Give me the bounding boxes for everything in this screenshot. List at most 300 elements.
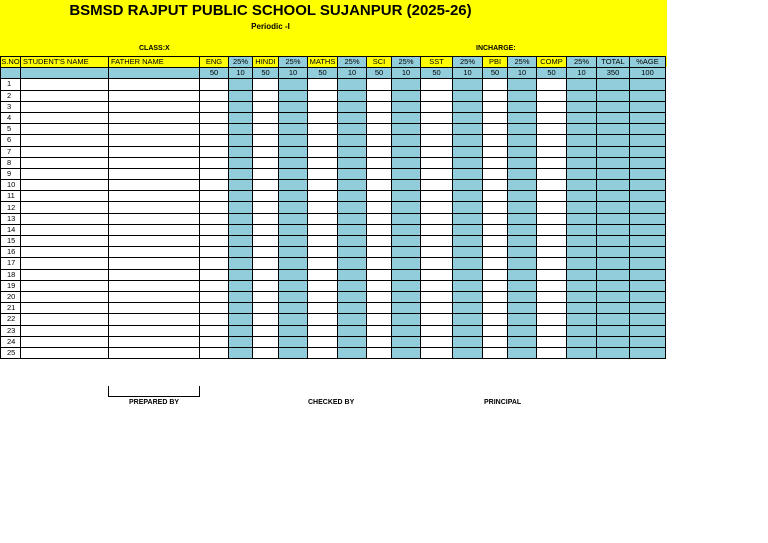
- hindi-cell[interactable]: [253, 168, 279, 179]
- comp-25-cell[interactable]: [567, 247, 597, 258]
- comp-cell[interactable]: [537, 347, 567, 358]
- student-name-cell[interactable]: [21, 303, 109, 314]
- maths-25-cell[interactable]: [338, 269, 367, 280]
- eng-cell[interactable]: [200, 79, 229, 90]
- sci-cell[interactable]: [367, 336, 392, 347]
- pbi-cell[interactable]: [483, 168, 508, 179]
- total-cell[interactable]: [597, 191, 630, 202]
- maths-25-cell[interactable]: [338, 90, 367, 101]
- maths-25-cell[interactable]: [338, 202, 367, 213]
- hindi-cell[interactable]: [253, 336, 279, 347]
- sci-cell[interactable]: [367, 303, 392, 314]
- hindi-cell[interactable]: [253, 180, 279, 191]
- maths-cell[interactable]: [308, 79, 338, 90]
- eng-cell[interactable]: [200, 336, 229, 347]
- total-cell[interactable]: [597, 124, 630, 135]
- hindi-cell[interactable]: [253, 224, 279, 235]
- percentage-cell[interactable]: [630, 135, 666, 146]
- eng-cell[interactable]: [200, 168, 229, 179]
- sst-25-cell[interactable]: [453, 236, 483, 247]
- sci-cell[interactable]: [367, 157, 392, 168]
- comp-25-cell[interactable]: [567, 325, 597, 336]
- sci-25-cell[interactable]: [392, 336, 421, 347]
- hindi-25-cell[interactable]: [279, 213, 308, 224]
- hindi-25-cell[interactable]: [279, 180, 308, 191]
- sst-25-cell[interactable]: [453, 191, 483, 202]
- sst-cell[interactable]: [421, 347, 453, 358]
- maths-25-cell[interactable]: [338, 157, 367, 168]
- hindi-25-cell[interactable]: [279, 314, 308, 325]
- comp-cell[interactable]: [537, 280, 567, 291]
- hindi-25-cell[interactable]: [279, 202, 308, 213]
- student-name-cell[interactable]: [21, 291, 109, 302]
- total-cell[interactable]: [597, 157, 630, 168]
- pbi-25-cell[interactable]: [508, 101, 537, 112]
- maths-25-cell[interactable]: [338, 79, 367, 90]
- maths-25-cell[interactable]: [338, 168, 367, 179]
- sst-25-cell[interactable]: [453, 336, 483, 347]
- hindi-25-cell[interactable]: [279, 112, 308, 123]
- father-name-cell[interactable]: [109, 291, 200, 302]
- eng-cell[interactable]: [200, 347, 229, 358]
- eng-25-cell[interactable]: [229, 90, 253, 101]
- eng-25-cell[interactable]: [229, 180, 253, 191]
- total-cell[interactable]: [597, 269, 630, 280]
- student-name-cell[interactable]: [21, 124, 109, 135]
- father-name-cell[interactable]: [109, 202, 200, 213]
- student-name-cell[interactable]: [21, 101, 109, 112]
- eng-25-cell[interactable]: [229, 101, 253, 112]
- comp-25-cell[interactable]: [567, 157, 597, 168]
- comp-cell[interactable]: [537, 112, 567, 123]
- sci-25-cell[interactable]: [392, 146, 421, 157]
- sci-25-cell[interactable]: [392, 280, 421, 291]
- maths-cell[interactable]: [308, 303, 338, 314]
- hindi-cell[interactable]: [253, 112, 279, 123]
- pbi-cell[interactable]: [483, 124, 508, 135]
- comp-cell[interactable]: [537, 269, 567, 280]
- comp-cell[interactable]: [537, 124, 567, 135]
- sci-25-cell[interactable]: [392, 191, 421, 202]
- father-name-cell[interactable]: [109, 135, 200, 146]
- percentage-cell[interactable]: [630, 157, 666, 168]
- sst-25-cell[interactable]: [453, 325, 483, 336]
- eng-cell[interactable]: [200, 157, 229, 168]
- sci-cell[interactable]: [367, 280, 392, 291]
- maths-cell[interactable]: [308, 314, 338, 325]
- maths-25-cell[interactable]: [338, 124, 367, 135]
- percentage-cell[interactable]: [630, 347, 666, 358]
- sci-25-cell[interactable]: [392, 180, 421, 191]
- sci-25-cell[interactable]: [392, 347, 421, 358]
- student-name-cell[interactable]: [21, 157, 109, 168]
- sci-25-cell[interactable]: [392, 202, 421, 213]
- pbi-cell[interactable]: [483, 314, 508, 325]
- sci-cell[interactable]: [367, 247, 392, 258]
- maths-25-cell[interactable]: [338, 191, 367, 202]
- eng-25-cell[interactable]: [229, 303, 253, 314]
- pbi-cell[interactable]: [483, 258, 508, 269]
- hindi-25-cell[interactable]: [279, 101, 308, 112]
- maths-cell[interactable]: [308, 124, 338, 135]
- comp-cell[interactable]: [537, 336, 567, 347]
- hindi-cell[interactable]: [253, 191, 279, 202]
- maths-cell[interactable]: [308, 135, 338, 146]
- comp-25-cell[interactable]: [567, 347, 597, 358]
- sst-cell[interactable]: [421, 112, 453, 123]
- hindi-cell[interactable]: [253, 269, 279, 280]
- sst-25-cell[interactable]: [453, 135, 483, 146]
- father-name-cell[interactable]: [109, 124, 200, 135]
- student-name-cell[interactable]: [21, 269, 109, 280]
- comp-25-cell[interactable]: [567, 79, 597, 90]
- pbi-cell[interactable]: [483, 90, 508, 101]
- father-name-cell[interactable]: [109, 314, 200, 325]
- total-cell[interactable]: [597, 325, 630, 336]
- eng-cell[interactable]: [200, 101, 229, 112]
- total-cell[interactable]: [597, 336, 630, 347]
- sst-25-cell[interactable]: [453, 314, 483, 325]
- percentage-cell[interactable]: [630, 258, 666, 269]
- eng-25-cell[interactable]: [229, 191, 253, 202]
- percentage-cell[interactable]: [630, 325, 666, 336]
- eng-cell[interactable]: [200, 135, 229, 146]
- comp-25-cell[interactable]: [567, 124, 597, 135]
- maths-cell[interactable]: [308, 101, 338, 112]
- sst-cell[interactable]: [421, 168, 453, 179]
- comp-cell[interactable]: [537, 325, 567, 336]
- eng-25-cell[interactable]: [229, 347, 253, 358]
- eng-cell[interactable]: [200, 224, 229, 235]
- eng-cell[interactable]: [200, 202, 229, 213]
- sci-25-cell[interactable]: [392, 168, 421, 179]
- sst-cell[interactable]: [421, 79, 453, 90]
- father-name-cell[interactable]: [109, 112, 200, 123]
- comp-cell[interactable]: [537, 180, 567, 191]
- sci-cell[interactable]: [367, 168, 392, 179]
- total-cell[interactable]: [597, 168, 630, 179]
- hindi-cell[interactable]: [253, 280, 279, 291]
- pbi-cell[interactable]: [483, 247, 508, 258]
- sst-cell[interactable]: [421, 269, 453, 280]
- maths-cell[interactable]: [308, 280, 338, 291]
- eng-25-cell[interactable]: [229, 168, 253, 179]
- hindi-25-cell[interactable]: [279, 79, 308, 90]
- maths-25-cell[interactable]: [338, 303, 367, 314]
- sst-cell[interactable]: [421, 291, 453, 302]
- hindi-cell[interactable]: [253, 236, 279, 247]
- maths-25-cell[interactable]: [338, 224, 367, 235]
- maths-cell[interactable]: [308, 336, 338, 347]
- total-cell[interactable]: [597, 224, 630, 235]
- sci-25-cell[interactable]: [392, 101, 421, 112]
- sst-cell[interactable]: [421, 325, 453, 336]
- eng-25-cell[interactable]: [229, 79, 253, 90]
- comp-cell[interactable]: [537, 291, 567, 302]
- hindi-25-cell[interactable]: [279, 336, 308, 347]
- comp-cell[interactable]: [537, 236, 567, 247]
- sci-25-cell[interactable]: [392, 269, 421, 280]
- comp-25-cell[interactable]: [567, 135, 597, 146]
- student-name-cell[interactable]: [21, 224, 109, 235]
- pbi-cell[interactable]: [483, 347, 508, 358]
- student-name-cell[interactable]: [21, 180, 109, 191]
- comp-25-cell[interactable]: [567, 314, 597, 325]
- hindi-25-cell[interactable]: [279, 258, 308, 269]
- pbi-25-cell[interactable]: [508, 247, 537, 258]
- hindi-cell[interactable]: [253, 157, 279, 168]
- eng-25-cell[interactable]: [229, 269, 253, 280]
- hindi-cell[interactable]: [253, 213, 279, 224]
- pbi-cell[interactable]: [483, 224, 508, 235]
- sst-cell[interactable]: [421, 202, 453, 213]
- father-name-cell[interactable]: [109, 247, 200, 258]
- sci-25-cell[interactable]: [392, 291, 421, 302]
- sci-cell[interactable]: [367, 236, 392, 247]
- sst-cell[interactable]: [421, 180, 453, 191]
- comp-25-cell[interactable]: [567, 202, 597, 213]
- sci-25-cell[interactable]: [392, 325, 421, 336]
- maths-25-cell[interactable]: [338, 180, 367, 191]
- sci-cell[interactable]: [367, 146, 392, 157]
- pbi-cell[interactable]: [483, 180, 508, 191]
- percentage-cell[interactable]: [630, 291, 666, 302]
- student-name-cell[interactable]: [21, 314, 109, 325]
- eng-25-cell[interactable]: [229, 146, 253, 157]
- hindi-cell[interactable]: [253, 124, 279, 135]
- pbi-cell[interactable]: [483, 291, 508, 302]
- pbi-cell[interactable]: [483, 303, 508, 314]
- eng-cell[interactable]: [200, 269, 229, 280]
- comp-cell[interactable]: [537, 258, 567, 269]
- eng-cell[interactable]: [200, 303, 229, 314]
- total-cell[interactable]: [597, 347, 630, 358]
- maths-25-cell[interactable]: [338, 314, 367, 325]
- father-name-cell[interactable]: [109, 347, 200, 358]
- maths-25-cell[interactable]: [338, 325, 367, 336]
- percentage-cell[interactable]: [630, 236, 666, 247]
- maths-25-cell[interactable]: [338, 336, 367, 347]
- total-cell[interactable]: [597, 202, 630, 213]
- hindi-cell[interactable]: [253, 135, 279, 146]
- sci-cell[interactable]: [367, 291, 392, 302]
- percentage-cell[interactable]: [630, 314, 666, 325]
- pbi-25-cell[interactable]: [508, 236, 537, 247]
- total-cell[interactable]: [597, 101, 630, 112]
- eng-cell[interactable]: [200, 112, 229, 123]
- eng-25-cell[interactable]: [229, 280, 253, 291]
- sci-cell[interactable]: [367, 202, 392, 213]
- hindi-25-cell[interactable]: [279, 303, 308, 314]
- sci-25-cell[interactable]: [392, 157, 421, 168]
- student-name-cell[interactable]: [21, 347, 109, 358]
- student-name-cell[interactable]: [21, 90, 109, 101]
- sst-cell[interactable]: [421, 157, 453, 168]
- percentage-cell[interactable]: [630, 336, 666, 347]
- student-name-cell[interactable]: [21, 191, 109, 202]
- sst-25-cell[interactable]: [453, 101, 483, 112]
- sci-cell[interactable]: [367, 90, 392, 101]
- comp-cell[interactable]: [537, 213, 567, 224]
- maths-cell[interactable]: [308, 157, 338, 168]
- sst-25-cell[interactable]: [453, 157, 483, 168]
- comp-25-cell[interactable]: [567, 236, 597, 247]
- maths-cell[interactable]: [308, 168, 338, 179]
- pbi-25-cell[interactable]: [508, 135, 537, 146]
- hindi-25-cell[interactable]: [279, 157, 308, 168]
- percentage-cell[interactable]: [630, 168, 666, 179]
- sst-cell[interactable]: [421, 258, 453, 269]
- eng-25-cell[interactable]: [229, 291, 253, 302]
- pbi-25-cell[interactable]: [508, 202, 537, 213]
- sci-25-cell[interactable]: [392, 124, 421, 135]
- sci-25-cell[interactable]: [392, 247, 421, 258]
- hindi-cell[interactable]: [253, 303, 279, 314]
- pbi-25-cell[interactable]: [508, 213, 537, 224]
- sci-25-cell[interactable]: [392, 224, 421, 235]
- student-name-cell[interactable]: [21, 280, 109, 291]
- comp-25-cell[interactable]: [567, 101, 597, 112]
- sst-25-cell[interactable]: [453, 124, 483, 135]
- comp-cell[interactable]: [537, 146, 567, 157]
- eng-25-cell[interactable]: [229, 247, 253, 258]
- pbi-cell[interactable]: [483, 112, 508, 123]
- sci-25-cell[interactable]: [392, 213, 421, 224]
- hindi-cell[interactable]: [253, 291, 279, 302]
- sci-cell[interactable]: [367, 79, 392, 90]
- eng-cell[interactable]: [200, 291, 229, 302]
- percentage-cell[interactable]: [630, 191, 666, 202]
- sci-25-cell[interactable]: [392, 90, 421, 101]
- pbi-25-cell[interactable]: [508, 336, 537, 347]
- eng-25-cell[interactable]: [229, 336, 253, 347]
- percentage-cell[interactable]: [630, 224, 666, 235]
- student-name-cell[interactable]: [21, 336, 109, 347]
- sci-cell[interactable]: [367, 124, 392, 135]
- sci-25-cell[interactable]: [392, 79, 421, 90]
- comp-25-cell[interactable]: [567, 336, 597, 347]
- maths-25-cell[interactable]: [338, 112, 367, 123]
- student-name-cell[interactable]: [21, 258, 109, 269]
- maths-25-cell[interactable]: [338, 236, 367, 247]
- sci-25-cell[interactable]: [392, 303, 421, 314]
- student-name-cell[interactable]: [21, 79, 109, 90]
- sst-cell[interactable]: [421, 314, 453, 325]
- father-name-cell[interactable]: [109, 280, 200, 291]
- total-cell[interactable]: [597, 303, 630, 314]
- pbi-cell[interactable]: [483, 191, 508, 202]
- sci-cell[interactable]: [367, 180, 392, 191]
- pbi-cell[interactable]: [483, 213, 508, 224]
- sst-cell[interactable]: [421, 101, 453, 112]
- comp-cell[interactable]: [537, 90, 567, 101]
- sci-25-cell[interactable]: [392, 236, 421, 247]
- pbi-cell[interactable]: [483, 79, 508, 90]
- eng-cell[interactable]: [200, 325, 229, 336]
- pbi-25-cell[interactable]: [508, 146, 537, 157]
- hindi-cell[interactable]: [253, 202, 279, 213]
- eng-cell[interactable]: [200, 180, 229, 191]
- father-name-cell[interactable]: [109, 101, 200, 112]
- maths-cell[interactable]: [308, 146, 338, 157]
- pbi-25-cell[interactable]: [508, 303, 537, 314]
- student-name-cell[interactable]: [21, 168, 109, 179]
- percentage-cell[interactable]: [630, 112, 666, 123]
- pbi-25-cell[interactable]: [508, 112, 537, 123]
- sst-25-cell[interactable]: [453, 202, 483, 213]
- total-cell[interactable]: [597, 112, 630, 123]
- comp-cell[interactable]: [537, 135, 567, 146]
- percentage-cell[interactable]: [630, 124, 666, 135]
- sst-25-cell[interactable]: [453, 247, 483, 258]
- sci-25-cell[interactable]: [392, 112, 421, 123]
- sci-cell[interactable]: [367, 213, 392, 224]
- maths-cell[interactable]: [308, 269, 338, 280]
- eng-25-cell[interactable]: [229, 213, 253, 224]
- father-name-cell[interactable]: [109, 191, 200, 202]
- eng-cell[interactable]: [200, 124, 229, 135]
- percentage-cell[interactable]: [630, 280, 666, 291]
- comp-25-cell[interactable]: [567, 90, 597, 101]
- maths-cell[interactable]: [308, 347, 338, 358]
- sst-25-cell[interactable]: [453, 146, 483, 157]
- total-cell[interactable]: [597, 247, 630, 258]
- hindi-cell[interactable]: [253, 314, 279, 325]
- comp-25-cell[interactable]: [567, 269, 597, 280]
- total-cell[interactable]: [597, 135, 630, 146]
- eng-25-cell[interactable]: [229, 258, 253, 269]
- sci-cell[interactable]: [367, 112, 392, 123]
- pbi-cell[interactable]: [483, 101, 508, 112]
- maths-cell[interactable]: [308, 191, 338, 202]
- percentage-cell[interactable]: [630, 90, 666, 101]
- sst-25-cell[interactable]: [453, 168, 483, 179]
- father-name-cell[interactable]: [109, 336, 200, 347]
- student-name-cell[interactable]: [21, 135, 109, 146]
- sst-cell[interactable]: [421, 135, 453, 146]
- student-name-cell[interactable]: [21, 146, 109, 157]
- maths-25-cell[interactable]: [338, 280, 367, 291]
- maths-cell[interactable]: [308, 247, 338, 258]
- sst-25-cell[interactable]: [453, 224, 483, 235]
- hindi-25-cell[interactable]: [279, 146, 308, 157]
- hindi-cell[interactable]: [253, 146, 279, 157]
- sst-cell[interactable]: [421, 90, 453, 101]
- eng-25-cell[interactable]: [229, 124, 253, 135]
- comp-25-cell[interactable]: [567, 280, 597, 291]
- pbi-25-cell[interactable]: [508, 325, 537, 336]
- maths-25-cell[interactable]: [338, 347, 367, 358]
- total-cell[interactable]: [597, 213, 630, 224]
- sst-25-cell[interactable]: [453, 90, 483, 101]
- comp-25-cell[interactable]: [567, 112, 597, 123]
- sst-cell[interactable]: [421, 224, 453, 235]
- maths-cell[interactable]: [308, 291, 338, 302]
- hindi-25-cell[interactable]: [279, 191, 308, 202]
- hindi-cell[interactable]: [253, 247, 279, 258]
- comp-25-cell[interactable]: [567, 258, 597, 269]
- eng-25-cell[interactable]: [229, 314, 253, 325]
- eng-cell[interactable]: [200, 314, 229, 325]
- sst-25-cell[interactable]: [453, 347, 483, 358]
- father-name-cell[interactable]: [109, 224, 200, 235]
- comp-cell[interactable]: [537, 168, 567, 179]
- eng-25-cell[interactable]: [229, 112, 253, 123]
- father-name-cell[interactable]: [109, 213, 200, 224]
- hindi-25-cell[interactable]: [279, 247, 308, 258]
- comp-25-cell[interactable]: [567, 191, 597, 202]
- sst-cell[interactable]: [421, 213, 453, 224]
